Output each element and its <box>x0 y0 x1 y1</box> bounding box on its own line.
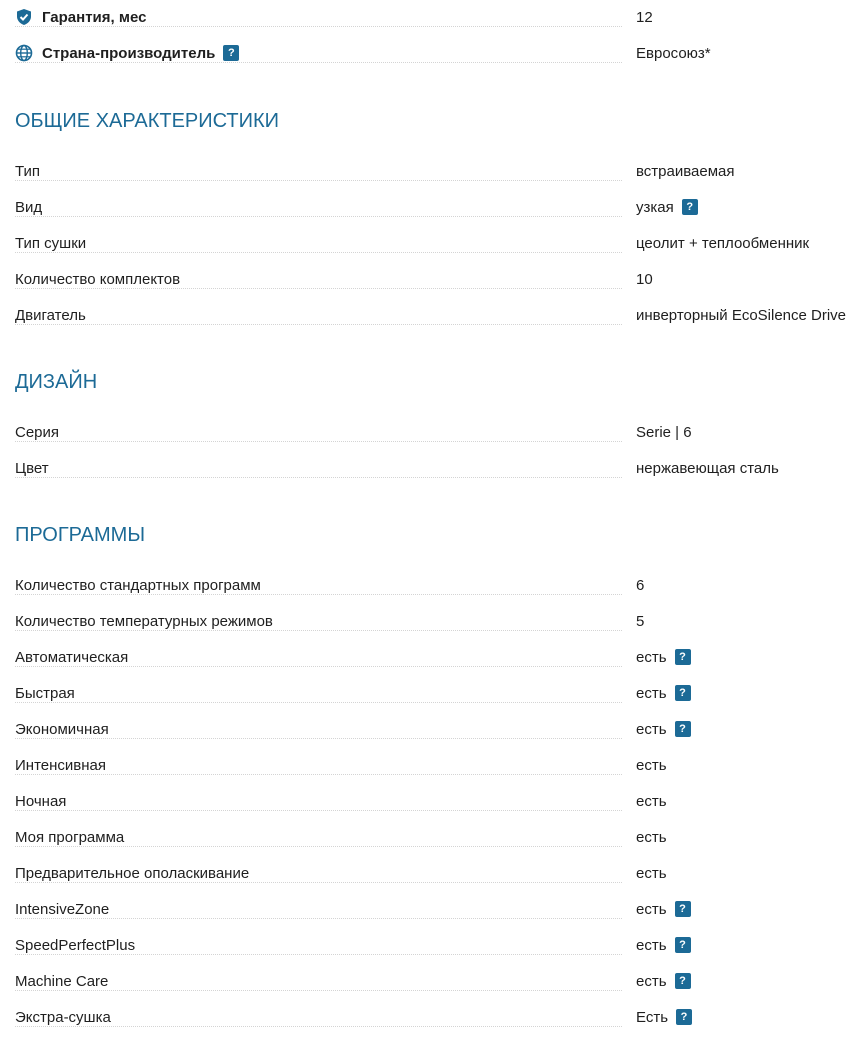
spec-label: IntensiveZone <box>15 901 117 918</box>
spec-row <box>15 261 864 297</box>
spec-label: Серия <box>15 424 67 441</box>
spec-row <box>15 153 864 189</box>
spec-value <box>636 567 644 603</box>
spec-label: Автоматическая <box>15 649 136 666</box>
spec-value <box>636 414 692 450</box>
spec-row <box>15 639 864 675</box>
help-icon[interactable]: ? <box>675 973 691 989</box>
spec-label: Экстра-сушка <box>15 1009 119 1026</box>
dotted-leader <box>15 216 622 217</box>
spec-row <box>15 855 864 891</box>
spec-value-text: встраиваемая <box>636 162 735 180</box>
spec-label: Machine Care <box>15 973 116 990</box>
spec-value <box>636 819 667 855</box>
spec-value-text: есть <box>636 900 667 918</box>
globe-icon <box>15 44 33 62</box>
spec-row-warranty <box>15 0 864 35</box>
spec-value <box>636 711 691 747</box>
dotted-leader <box>15 702 622 703</box>
spec-label: SpeedPerfectPlus <box>15 937 143 954</box>
help-icon[interactable]: ? <box>682 199 698 215</box>
spec-row <box>15 189 864 225</box>
spec-value-text: 10 <box>636 270 653 288</box>
spec-label: Ночная <box>15 793 74 810</box>
spec-row <box>15 567 864 603</box>
section-programs <box>15 523 864 1035</box>
spec-value <box>636 603 644 639</box>
spec-label: Цвет <box>15 460 57 477</box>
dotted-leader <box>15 666 622 667</box>
spec-value: Евросоюз* <box>636 44 711 62</box>
spec-row <box>15 414 864 450</box>
specs-container <box>15 0 864 1035</box>
spec-value-text: есть <box>636 936 667 954</box>
spec-value <box>636 999 692 1035</box>
dotted-leader <box>15 288 622 289</box>
section-title: ПРОГРАММЫ <box>15 524 146 546</box>
spec-value-text: есть <box>636 972 667 990</box>
spec-label: Количество температурных режимов <box>15 613 281 630</box>
spec-value <box>636 450 779 486</box>
dotted-leader <box>15 954 622 955</box>
spec-label: Интенсивная <box>15 757 114 774</box>
help-icon[interactable]: ? <box>223 45 239 61</box>
spec-row <box>15 297 864 333</box>
dotted-leader <box>15 594 622 595</box>
spec-value <box>636 963 691 999</box>
spec-row <box>15 963 864 999</box>
dotted-leader <box>15 1026 622 1027</box>
help-icon[interactable]: ? <box>675 649 691 665</box>
dotted-leader <box>15 810 622 811</box>
spec-value-text: есть <box>636 792 667 810</box>
spec-label: Тип сушки <box>15 235 94 252</box>
spec-label: Гарантия, мес <box>42 8 147 26</box>
spec-label: Количество стандартных программ <box>15 577 269 594</box>
spec-value-text: нержавеющая сталь <box>636 459 779 477</box>
help-icon[interactable]: ? <box>675 937 691 953</box>
help-icon[interactable]: ? <box>675 901 691 917</box>
dotted-leader <box>15 918 622 919</box>
spec-value-text: есть <box>636 828 667 846</box>
spec-value <box>636 297 846 333</box>
dotted-leader <box>15 26 622 27</box>
spec-label: Экономичная <box>15 721 117 738</box>
section-general <box>15 109 864 333</box>
dotted-leader <box>15 738 622 739</box>
shield-check-icon <box>15 8 33 26</box>
dotted-leader <box>15 477 622 478</box>
spec-value <box>636 855 667 891</box>
spec-label: Предварительное ополаскивание <box>15 865 257 882</box>
spec-value <box>636 891 691 927</box>
dotted-leader <box>15 441 622 442</box>
help-icon[interactable]: ? <box>675 685 691 701</box>
spec-value <box>636 153 735 189</box>
spec-value <box>636 675 691 711</box>
spec-row <box>15 675 864 711</box>
spec-value-text: 6 <box>636 576 645 594</box>
dotted-leader <box>15 990 622 991</box>
spec-label: Моя программа <box>15 829 132 846</box>
spec-value-text: есть <box>636 648 667 666</box>
spec-value-text: есть <box>636 756 667 774</box>
dotted-leader <box>15 62 622 63</box>
dotted-leader <box>15 180 622 181</box>
dotted-leader <box>15 324 622 325</box>
dotted-leader <box>15 882 622 883</box>
spec-value <box>636 639 691 675</box>
spec-value-text: Serie | 6 <box>636 423 692 441</box>
spec-value-text: цеолит + теплообменник <box>636 234 810 252</box>
spec-row <box>15 819 864 855</box>
spec-row <box>15 747 864 783</box>
spec-value <box>636 189 698 225</box>
dotted-leader <box>15 774 622 775</box>
spec-label: Страна-производитель <box>42 44 216 62</box>
section-title: ДИЗАЙН <box>15 371 98 393</box>
dotted-leader <box>15 252 622 253</box>
help-icon[interactable]: ? <box>676 1009 692 1025</box>
dotted-leader <box>15 630 622 631</box>
spec-value-text: инверторный EcoSilence Drive <box>636 306 847 324</box>
spec-value <box>636 225 809 261</box>
spec-row <box>15 783 864 819</box>
spec-label: Тип <box>15 163 48 180</box>
spec-value-text: есть <box>636 720 667 738</box>
spec-label: Количество комплектов <box>15 271 188 288</box>
dotted-leader <box>15 846 622 847</box>
help-icon[interactable]: ? <box>675 721 691 737</box>
spec-row <box>15 711 864 747</box>
spec-value-text: 5 <box>636 612 645 630</box>
spec-value <box>636 783 667 819</box>
spec-row-country <box>15 35 864 71</box>
spec-value-text: есть <box>636 684 667 702</box>
section-design <box>15 370 864 486</box>
spec-value <box>636 747 667 783</box>
spec-label: Быстрая <box>15 685 83 702</box>
section-title: ОБЩИЕ ХАРАКТЕРИСТИКИ <box>15 110 280 132</box>
spec-value-text: узкая <box>636 198 674 216</box>
spec-row <box>15 603 864 639</box>
spec-value-text: Есть <box>636 1008 669 1026</box>
spec-row <box>15 225 864 261</box>
spec-value <box>636 927 691 963</box>
spec-value <box>636 261 653 297</box>
spec-label: Двигатель <box>15 307 94 324</box>
spec-row <box>15 450 864 486</box>
spec-value: 12 <box>636 8 653 26</box>
spec-row <box>15 927 864 963</box>
spec-label: Вид <box>15 199 50 216</box>
spec-row <box>15 891 864 927</box>
spec-row <box>15 999 864 1035</box>
spec-value-text: есть <box>636 864 667 882</box>
